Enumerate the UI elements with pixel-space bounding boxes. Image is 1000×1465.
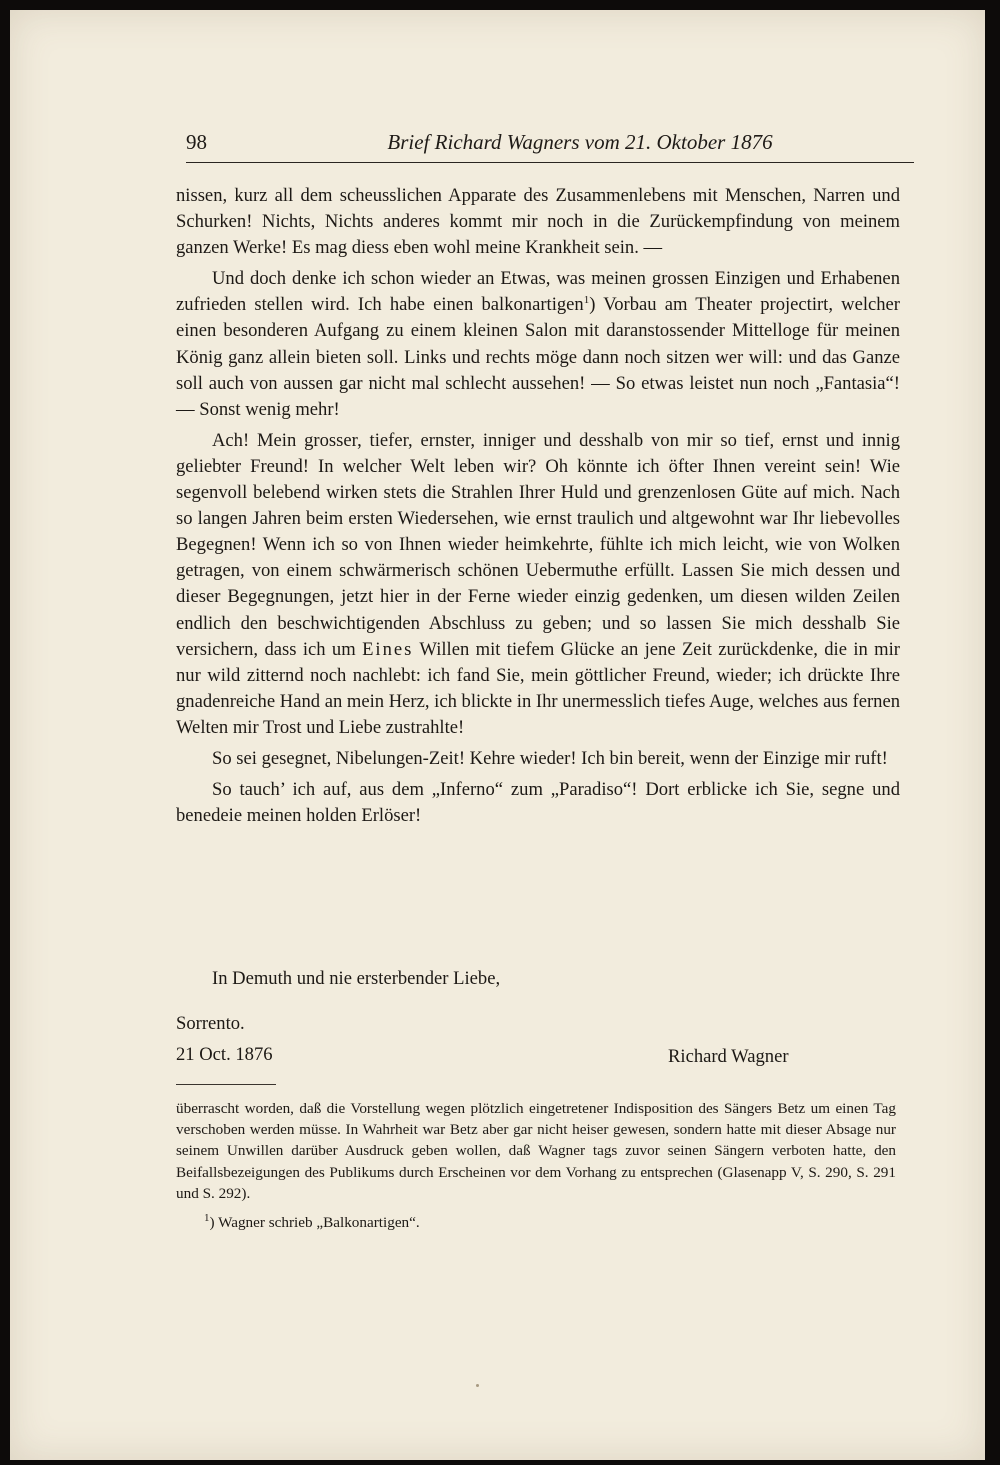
letter-place: Sorrento. bbox=[176, 1013, 245, 1034]
footnotes bbox=[176, 1098, 896, 1233]
footnote-1 bbox=[176, 1212, 896, 1233]
page-header bbox=[186, 128, 914, 163]
paragraph-5: So tauch’ ich auf, aus dem „Inferno“ zum „Paradiso“! Dort erblicke ich Sie, segne und benedeie meinen holden Erlöser! bbox=[176, 779, 900, 827]
page-number: 98 bbox=[186, 130, 207, 154]
paragraph-2-text-b: ) Vorbau am Theater projectirt, welcher einen besonderen Aufgang zu einem kleinen Salon mit daranstossender Mittelloge für meinen König ganz allein bieten soll. Links und rechts möge dann noch sitzen wer will: und das Ganze soll auch von aussen gar nicht mal schlecht aussehen! — So etwas leistet nun noch „Fantasia“! — Sonst wenig mehr! bbox=[176, 294, 900, 420]
paragraph-4: So sei gesegnet, Nibelungen-Zeit! Kehre wieder! Ich bin bereit, wenn der Einzige mir ruft! bbox=[212, 747, 888, 769]
spaced-emphasis: Eines bbox=[362, 638, 414, 660]
closing-salutation: In Demuth und nie ersterbender Liebe, bbox=[212, 968, 501, 989]
letter-body bbox=[176, 183, 900, 829]
footnote-continuation: überrascht worden, daß die Vorstellung wegen plötzlich eingetretener Indisposition des Sängers Betz um einen Tag verschoben werden müsse. In Wahrheit war Betz aber gar nicht heiser gewesen, sondern hatte mit dieser Absage nur seinem Unwillen darüber Ausdruck geben wollen, daß Wagner tags zuvor seinen Sängern verboten hatte, den Beifallsbezeigungen des Publikums durch Erscheinen vor dem Vorhang zu entsprechen (Glasenapp V, S. 290, S. 291 und S. 292). bbox=[176, 1100, 896, 1202]
paragraph-2 bbox=[176, 266, 900, 423]
paper-speck bbox=[476, 1384, 479, 1387]
running-title: Brief Richard Wagners vom 21. Oktober 1876 bbox=[387, 130, 773, 154]
letter-signature: Richard Wagner bbox=[668, 1046, 789, 1067]
paragraph-1: nissen, kurz all dem scheusslichen Apparate des Zusammenlebens mit Menschen, Narren und Schurken! Nichts, Nichts anderes kommt mir noch in die Zurückempfindung von meinem ganzen Werke! Es mag diess eben wohl meine Krankheit sein. — bbox=[176, 185, 900, 259]
paragraph-3 bbox=[176, 428, 900, 741]
paragraph-3-text-a: Ach! Mein grosser, tiefer, ernster, inniger und desshalb von mir so tief, ernst und innig geliebter Freund! In welcher Welt leben wir? Oh könnte ich öfter Ihnen vereint sein! Wie segenvoll belebend wirken stets die Strahlen Ihrer Huld und grenzenlosen Güte auf mich. Nach so langen Jahren beim ersten Wiedersehen, wie ernst traulich und altgewohnt war Ihr liebevolles Begegnen! Wenn ich so von Ihnen wieder heimkehrte, fühlte ich mich leicht, wie von Wolken getragen, von einem schwärmerisch schönen Uebermuthe erfüllt. Lassen Sie mich dessen und dieser Begegnungen, jetzt hier in der Ferne wieder einzig gedenken, um diesen wilden Zeilen endlich den beschwichtigenden Abschluss zu geben; und so lassen Sie mich desshalb Sie versichern, dass ich um bbox=[176, 429, 900, 660]
letter-date: 21 Oct. 1876 bbox=[176, 1044, 273, 1065]
footnote-reference: 1 bbox=[583, 294, 590, 307]
footnote-marker: 1 bbox=[204, 1211, 210, 1224]
footnote-divider bbox=[176, 1084, 276, 1085]
paragraph-2-text-a: Und doch denke ich schon wieder an Etwas, was meinen grossen Einzigen und Erhabenen zufrieden stellen wird. Ich habe einen balkonartigen bbox=[176, 268, 900, 316]
footnote-1-text: ) Wagner schrieb „Balkonartigen“. bbox=[209, 1214, 420, 1232]
paragraph-3-text-b: Willen mit tiefem Glücke an jene Zeit zurückdenke, die in mir nur wild zitternd noch nachlebt: ich fand Sie, mein göttlicher Freund, wieder; ich drückte Ihre gnadenreiche Hand an mein Herz, ich blickte in Ihr unermesslich tiefes Auge, welches aus fernen Welten mir Trost und Liebe zustrahlte! bbox=[176, 638, 900, 738]
